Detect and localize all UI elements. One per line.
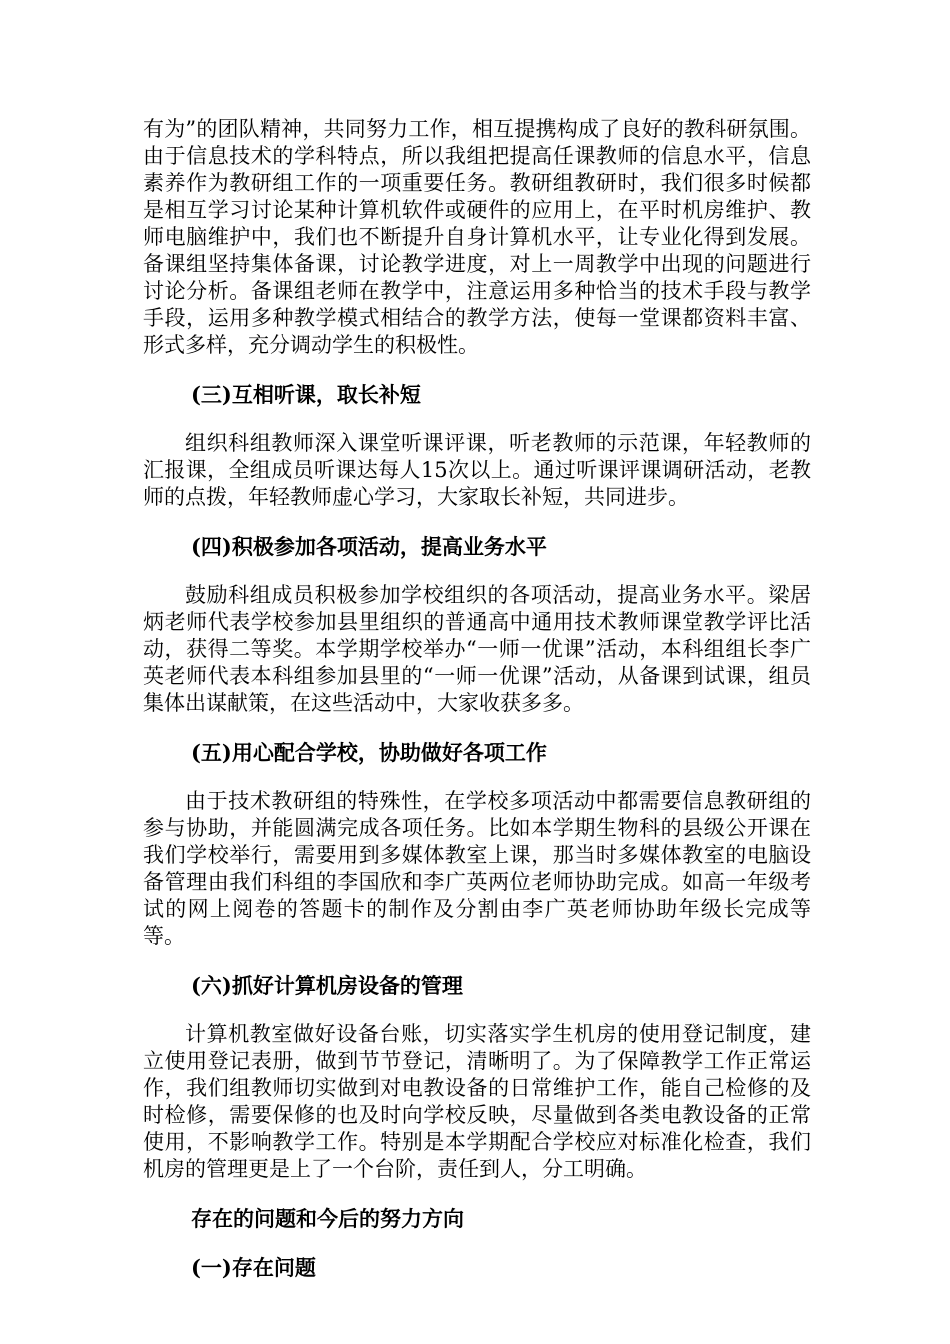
document-body bbox=[143, 116, 811, 1281]
paragraph-lesson-observation: 组织科组教师深入课堂听课评课，听老教师的示范课，年轻教师的汇报课，全组成员听课达每人15次以上。通过听课评课调研活动，老教师的点拨，年轻教师虚心学习，大家取长补短，共同进步。 bbox=[143, 431, 811, 509]
section-heading-problems-direction: 存在的问题和今后的努力方向 bbox=[191, 1206, 464, 1231]
paragraph-computer-room: 计算机教室做好设备台账，切实落实学生机房的使用登记制度，建立使用登记表册，做到节节登记，清晰明了。为了保障教学工作正常运作，我们组教师切实做到对电教设备的日常维护工作，能自己检修的及时检修，需要保修的也及时向学校反映，尽量做到各类电教设备的正常使用，不影响教学工作。特别是本学期配合学校应对标准化检查，我们机房的管理更是上了一个台阶，责任到人，分工明确。 bbox=[143, 1022, 811, 1181]
section-heading-5: (五)用心配合学校，协助做好各项工作 bbox=[191, 740, 547, 765]
paragraph-activities: 鼓励科组成员积极参加学校组织的各项活动，提高业务水平。梁居炳老师代表学校参加县里组织的普通高中通用技术教师课堂教学评比活动，获得二等奖。本学期学校举办“一师一优课”活动，本科组组长李广英老师代表本科组参加县里的“一师一优课”活动，从备课到试课，组员集体出谋献策，在这些活动中，大家收获多多。 bbox=[143, 583, 811, 715]
section-heading-existing-problems: (一)存在问题 bbox=[191, 1255, 316, 1280]
section-heading-4: (四)积极参加各项活动，提高业务水平 bbox=[191, 534, 547, 559]
paragraph-school-support: 由于技术教研组的特殊性，在学校多项活动中都需要信息教研组的参与协助，并能圆满完成各项任务。比如本学期生物科的县级公开课在我们学校举行，需要用到多媒体教室上课，那当时多媒体教室的电脑设备管理由我们科组的李国欣和李广英两位老师协助完成。如高一年级考试的网上阅卷的答题卡的制作及分割由李广英老师协助年级长完成等等。 bbox=[143, 789, 811, 948]
paragraph-team-spirit: 有为”的团队精神，共同努力工作，相互提携构成了良好的教科研氛围。由于信息技术的学科特点，所以我组把提高任课教师的信息水平，信息素养作为教研组工作的一项重要任务。教研组教研时，我们很多时候都是相互学习讨论某种计算机软件或硬件的应用上，在平时机房维护、教师电脑维护中，我们也不断提升自身计算机水平，让专业化得到发展。备课组坚持集体备课，讨论教学进度，对上一周教学中出现的问题进行讨论分析。备课组老师在教学中，注意运用多种恰当的技术手段与教学手段，运用多种教学模式相结合的教学方法，使每一堂课都资料丰富、形式多样，充分调动学生的积极性。 bbox=[143, 117, 811, 357]
section-heading-3: (三)互相听课，取长补短 bbox=[191, 382, 421, 407]
section-heading-6: (六)抓好计算机房设备的管理 bbox=[191, 973, 463, 998]
